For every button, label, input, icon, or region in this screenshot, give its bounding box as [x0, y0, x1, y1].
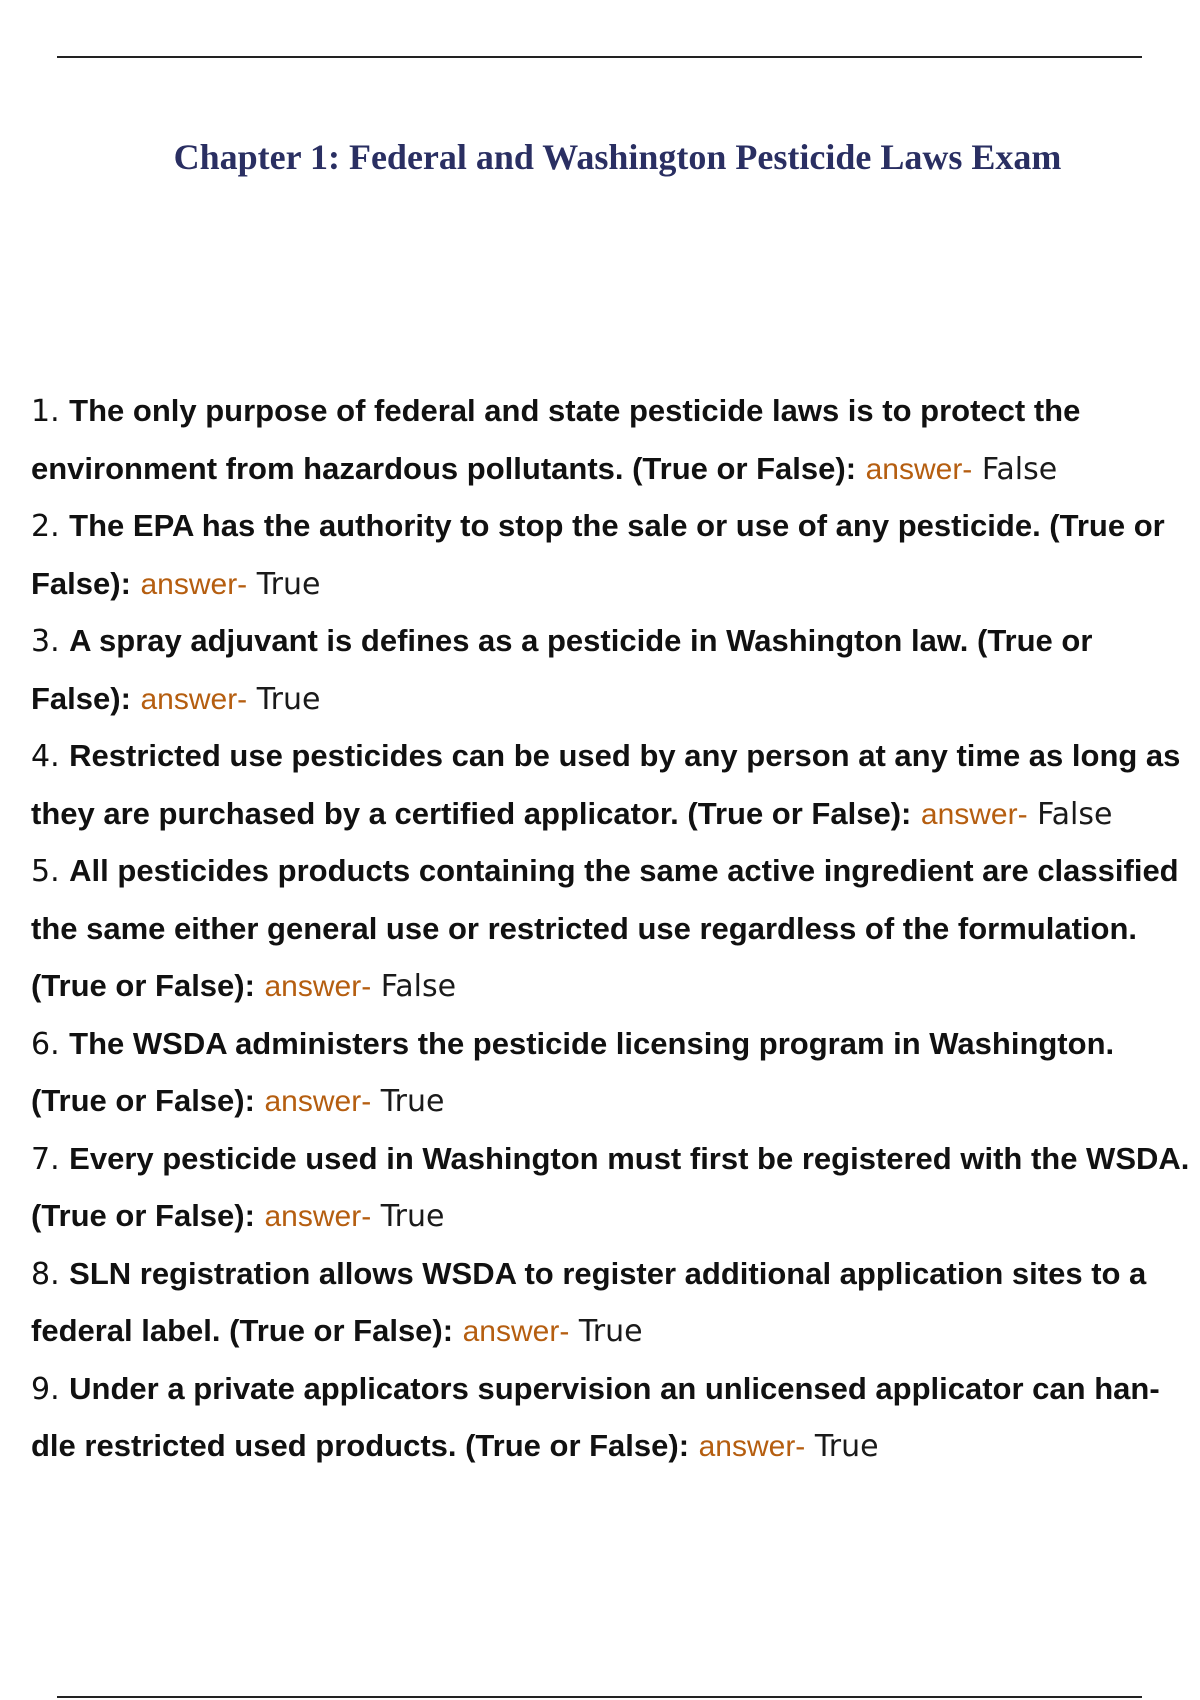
answer-value: True	[256, 681, 321, 717]
answer-label: answer-	[264, 1085, 372, 1118]
answer-label: answer-	[264, 1200, 372, 1233]
question-text: The EPA has the authority to stop the sale or use of any pesticide. (True or False):	[31, 508, 1165, 601]
answer-value: False	[380, 969, 457, 1004]
answer-label: answer-	[462, 1315, 570, 1348]
question-number: 6.	[31, 1026, 60, 1062]
question-number: 1.	[31, 394, 60, 429]
answer-value: True	[578, 1314, 643, 1349]
answer-value: True	[380, 1199, 445, 1234]
answer-label: answer-	[698, 1430, 806, 1463]
question-text: SLN registration allows WSDA to register additional application sites to a federal label. (True or False):	[31, 1255, 1147, 1348]
question-item	[31, 383, 1191, 498]
answer-label: answer-	[865, 452, 973, 486]
question-item	[31, 1016, 1191, 1131]
question-text: A spray adjuvant is defines as a pesticide in Washington law. (True or False):	[31, 623, 1093, 716]
question-number: 3.	[31, 624, 60, 659]
question-list	[31, 383, 1191, 1476]
question-number: 9.	[31, 1371, 60, 1407]
question-item	[31, 843, 1191, 1016]
question-number: 7.	[31, 1141, 60, 1177]
answer-label: answer-	[264, 970, 372, 1003]
bottom-rule	[57, 1696, 1142, 1698]
question-text: Every pesticide used in Washington must first be registered with the WSDA. (True or False):	[31, 1140, 1190, 1233]
page-title: Chapter 1: Federal and Washington Pesticide Laws Exam	[173, 137, 1062, 177]
question-item	[31, 613, 1191, 728]
question-number: 8.	[31, 1256, 60, 1292]
answer-value: True	[256, 566, 321, 602]
question-text: Under a private applicators supervision an unlicensed applicator can han- dle restricted used products. (True or False):	[31, 1370, 1160, 1463]
question-item	[31, 1246, 1191, 1361]
answer-value: True	[380, 1084, 445, 1119]
answer-label: answer-	[140, 682, 248, 716]
top-rule	[57, 56, 1142, 58]
question-item	[31, 1131, 1191, 1246]
question-item	[31, 728, 1191, 843]
question-number: 2.	[31, 509, 60, 544]
question-item	[31, 1361, 1191, 1476]
answer-value: False	[1037, 796, 1113, 832]
answer-label: answer-	[920, 797, 1028, 831]
answer-value: True	[814, 1429, 879, 1464]
question-number: 4.	[31, 739, 60, 774]
answer-label: answer-	[140, 567, 248, 601]
question-text: All pesticides products containing the same active ingredient are classified the same either general use or restricted use regardless of the formulation. (True or False):	[31, 853, 1179, 1003]
answer-value: False	[981, 451, 1058, 487]
question-text: Restricted use pesticides can be used by any person at any time as long as they are purchased by a certified applicator. (True or False):	[31, 738, 1181, 831]
question-number: 5.	[31, 854, 60, 889]
question-text: The WSDA administers the pesticide licensing program in Washington. (True or False):	[31, 1025, 1115, 1118]
question-item	[31, 498, 1191, 613]
question-text: The only purpose of federal and state pesticide laws is to protect the environment from hazardous pollutants. (True or False):	[31, 393, 1081, 486]
